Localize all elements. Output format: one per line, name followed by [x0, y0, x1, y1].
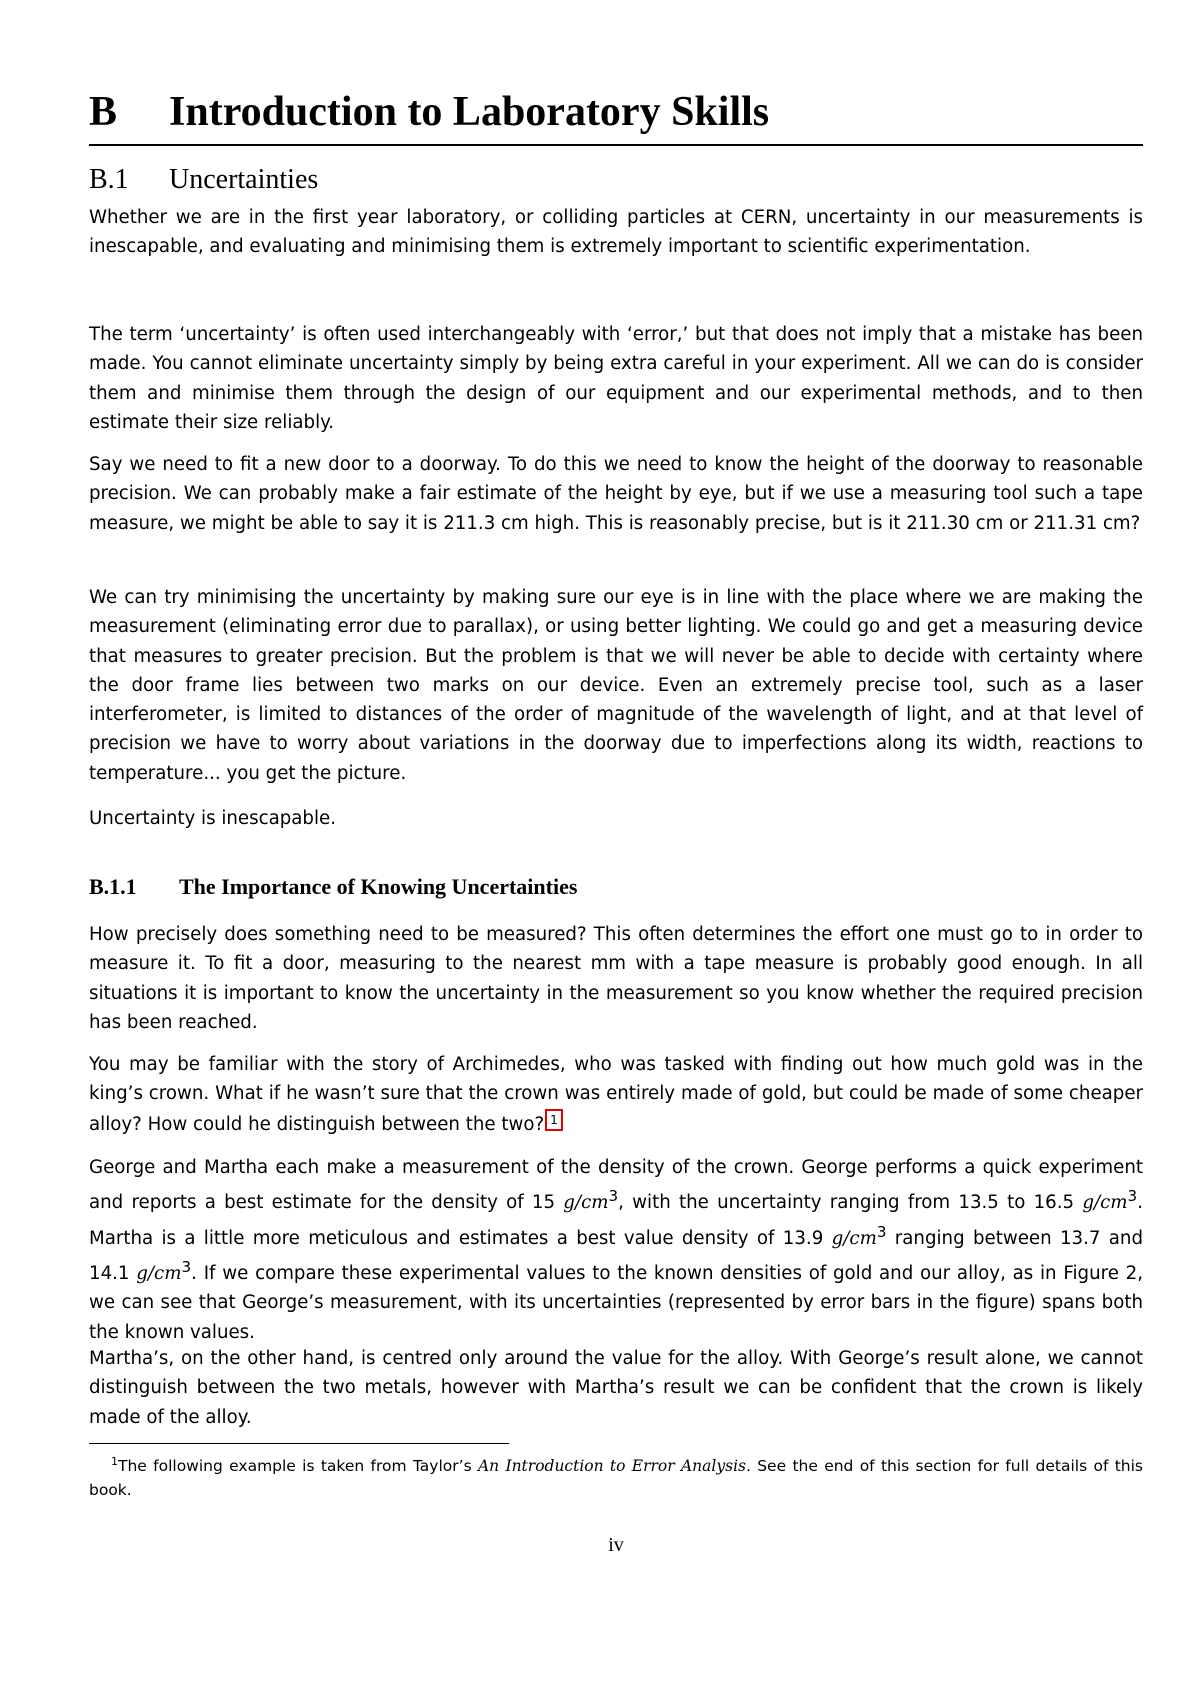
section-heading — [89, 163, 318, 197]
paragraph-6: How precisely does something need to be measured? This often determines the effort one must go to in order to measure it. To fit a door, measuring to the nearest mm with a tape measure is probably good enough. In all situations it is important to know the uncertainty in the measurement so you know whether the required precision has been reached. — [89, 924, 1143, 1033]
density-unit: g/cm — [831, 1227, 877, 1249]
density-unit: g/cm — [1082, 1192, 1128, 1214]
paragraph-4: We can try minimising the uncertainty by making sure our eye is in line with the place where we are making the measurement (eliminating error due to parallax), or using better lighting. We could go and get a measuring device that measures to greater precision. But the problem is that we will never be able to decide with certainty where the door frame lies between two marks on our device. Even an extremely precise tool, such as a laser interferometer, is limited to distances of the order of magnitude of the wavelength of light, and at that level of precision we have to worry about variations in the doorway due to imperfections along its width, reactions to temperature... you get the picture. — [89, 587, 1143, 784]
subsection-title: The Importance of Knowing Uncertainties — [179, 874, 578, 899]
unit-exponent: 3 — [181, 1258, 192, 1277]
chapter-heading — [89, 86, 1143, 146]
density-unit: g/cm — [563, 1192, 609, 1214]
chapter-number: B — [89, 89, 118, 135]
paragraph-8-text-1: George and Martha each make a measurement of the density of the crown. George performs a quick experiment and reports a best estimate for the density of 15 — [89, 1157, 1143, 1214]
footnote-book-title: An Introduction to Error Analysis — [477, 1457, 746, 1475]
subsection-heading — [89, 873, 577, 901]
paragraph-8-text-4: ranging between 13.7 and 14.1 — [89, 1227, 1143, 1285]
page-number: iv — [608, 1534, 624, 1556]
footnote-text-before: The following example is taken from Taylor’s — [118, 1457, 478, 1475]
paragraph-9: Martha’s, on the other hand, is centred only around the value for the alloy. With George’s result alone, we cannot distinguish between the two metals, however with Martha’s result we can be confident that the crown is likely made of the alloy. — [89, 1348, 1143, 1428]
footnote-mark: 1 — [111, 1455, 118, 1468]
density-unit: g/cm — [136, 1263, 182, 1285]
section-number: B.1 — [89, 164, 129, 195]
footnote-reference-link[interactable]: 1 — [545, 1109, 563, 1131]
subsection-number: B.1.1 — [89, 874, 137, 899]
paragraph-2: The term ‘uncertainty’ is often used interchangeably with ‘error,’ but that does not imply that a mistake has been made. You cannot eliminate uncertainty simply by being extra careful in your experiment. All we can do is consider them and minimise them through the design of our equipment and our experimental methods, and to then estimate their size reliably. — [89, 324, 1143, 433]
section-title: Uncertainties — [169, 164, 319, 195]
paragraph-3: Say we need to fit a new door to a doorway. To do this we need to know the height of the doorway to reasonable precision. We can probably make a fair estimate of the height by eye, but if we use a measuring tool such a tape measure, we might be able to say it is 211.3 cm high. This is reasonably precise, but is it 211.30 cm or 211.31 cm? — [89, 454, 1143, 534]
unit-exponent: 3 — [1127, 1187, 1138, 1206]
paragraph-7 — [89, 1050, 1143, 1139]
paragraph-5: Uncertainty is inescapable. — [89, 808, 336, 829]
paragraph-8-text-5: . If we compare these experimental values to the known densities of gold and our alloy, as in Figure 2, we can see that George’s measurement, with its uncertainties (represented by error bars in the figure) spans both the known values. — [89, 1263, 1144, 1343]
paragraph-8 — [89, 1153, 1143, 1347]
chapter-title: Introduction to Laboratory Skills — [169, 89, 770, 135]
paragraph-8-text-2: , with the uncertainty ranging from 13.5 to 16.5 — [618, 1192, 1083, 1214]
footnote-text-after: . See the end of this section for full details of this book. — [89, 1457, 1143, 1499]
paragraph-8-text-3: . Martha is a little more meticulous and estimates a best value density of 13.9 — [89, 1192, 1143, 1249]
footnote — [89, 1450, 1143, 1502]
paragraph-1: Whether we are in the first year laboratory, or colliding particles at CERN, uncertainty in our measurements is inescapable, and evaluating and minimising them is extremely important to scientific experimentation. — [89, 207, 1143, 258]
footnote-rule — [89, 1443, 509, 1444]
unit-exponent: 3 — [608, 1187, 619, 1206]
paragraph-7-text: You may be familiar with the story of Archimedes, who was tasked with finding out how much gold was in the king’s crown. What if he wasn’t sure that the crown was entirely made of gold, but could be made of some cheaper alloy? How could he distinguish between the two? — [89, 1054, 1143, 1135]
unit-exponent: 3 — [876, 1222, 887, 1241]
